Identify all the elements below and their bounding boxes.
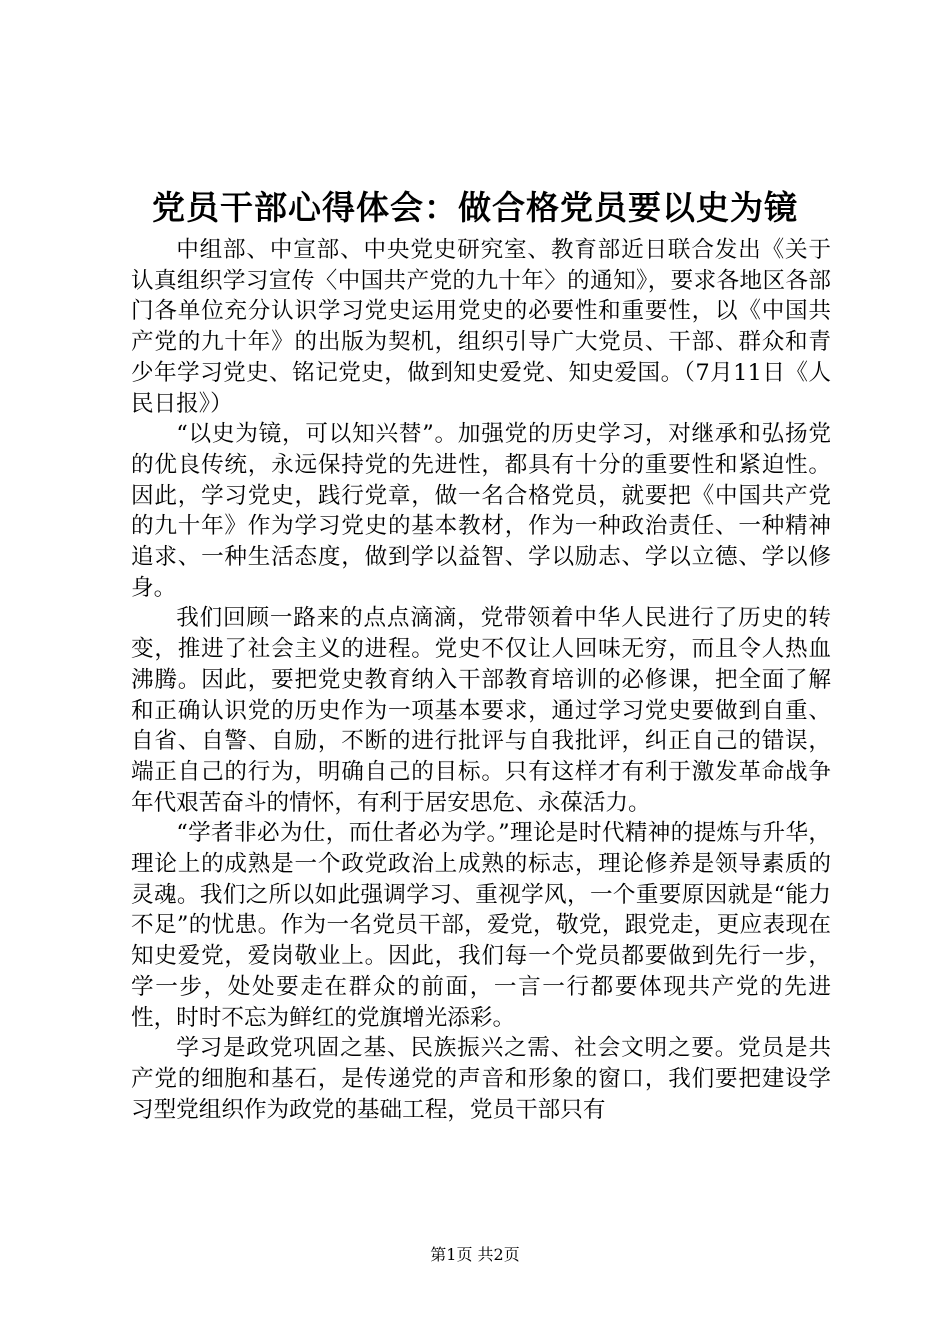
- paragraph: 中组部、中宣部、中央党史研究室、教育部近日联合发出《关于认真组织学习宣传〈中国共产党的九十年〉的通知》，要求各地区各部门各单位充分认识学习党史运用党史的必要性和重要性，以《中国共产党的九十年》的出版为契机，组织引导广大党员、干部、群众和青少年学习党史、铭记党史，做到知史爱党、知史爱国。（7月11日《人民日报》）: [131, 237, 831, 417]
- page-footer: [0, 1244, 950, 1266]
- page-indicator: 第1页 共2页: [430, 1245, 520, 1264]
- document-body: [131, 235, 831, 1125]
- paragraph: 学习是政党巩固之基、民族振兴之需、社会文明之要。党员是共产党的细胞和基石，是传递党的声音和形象的窗口，我们要把建设学习型党组织作为政党的基础工程，党员干部只有: [131, 1035, 831, 1123]
- paragraph: “学者非必为仕，而仕者必为学。”理论是时代精神的提炼与升华，理论上的成熟是一个政党政治上成熟的标志，理论修养是领导素质的灵魂。我们之所以如此强调学习、重视学风，一个重要原因就是“能力不足”的忧患。作为一名党员干部，爱党，敬党，跟党走，更应表现在知史爱党，爱岗敬业上。因此，我们每一个党员都要做到先行一步，学一步，处处要走在群众的前面，一言一行都要体现共产党的先进性，时时不忘为鲜红的党旗增光添彩。: [131, 820, 831, 1031]
- document-title: 党员干部心得体会：做合格党员要以史为镜: [152, 188, 798, 227]
- paragraph: “以史为镜，可以知兴替”。加强党的历史学习，对继承和弘扬党的优良传统，永远保持党的先进性，都具有十分的重要性和紧迫性。因此，学习党史，践行党章，做一名合格党员，就要把《中国共产党的九十年》作为学习党史的基本教材，作为一种政治责任、一种精神追求、一种生活态度，做到学以益智、学以励志、学以立德、学以修身。: [131, 421, 831, 601]
- paragraph: 我们回顾一路来的点点滴滴，党带领着中华人民进行了历史的转变，推进了社会主义的进程。党史不仅让人回味无穷，而且令人热血沸腾。因此，要把党史教育纳入干部教育培训的必修课，把全面了解和正确认识党的历史作为一项基本要求，通过学习党史要做到自重、自省、自警、自励，不断的进行批评与自我批评，纠正自己的错误，端正自己的行为，明确自己的目标。只有这样才有利于激发革命战争年代艰苦奋斗的情怀，有利于居安思危、永葆活力。: [131, 605, 831, 816]
